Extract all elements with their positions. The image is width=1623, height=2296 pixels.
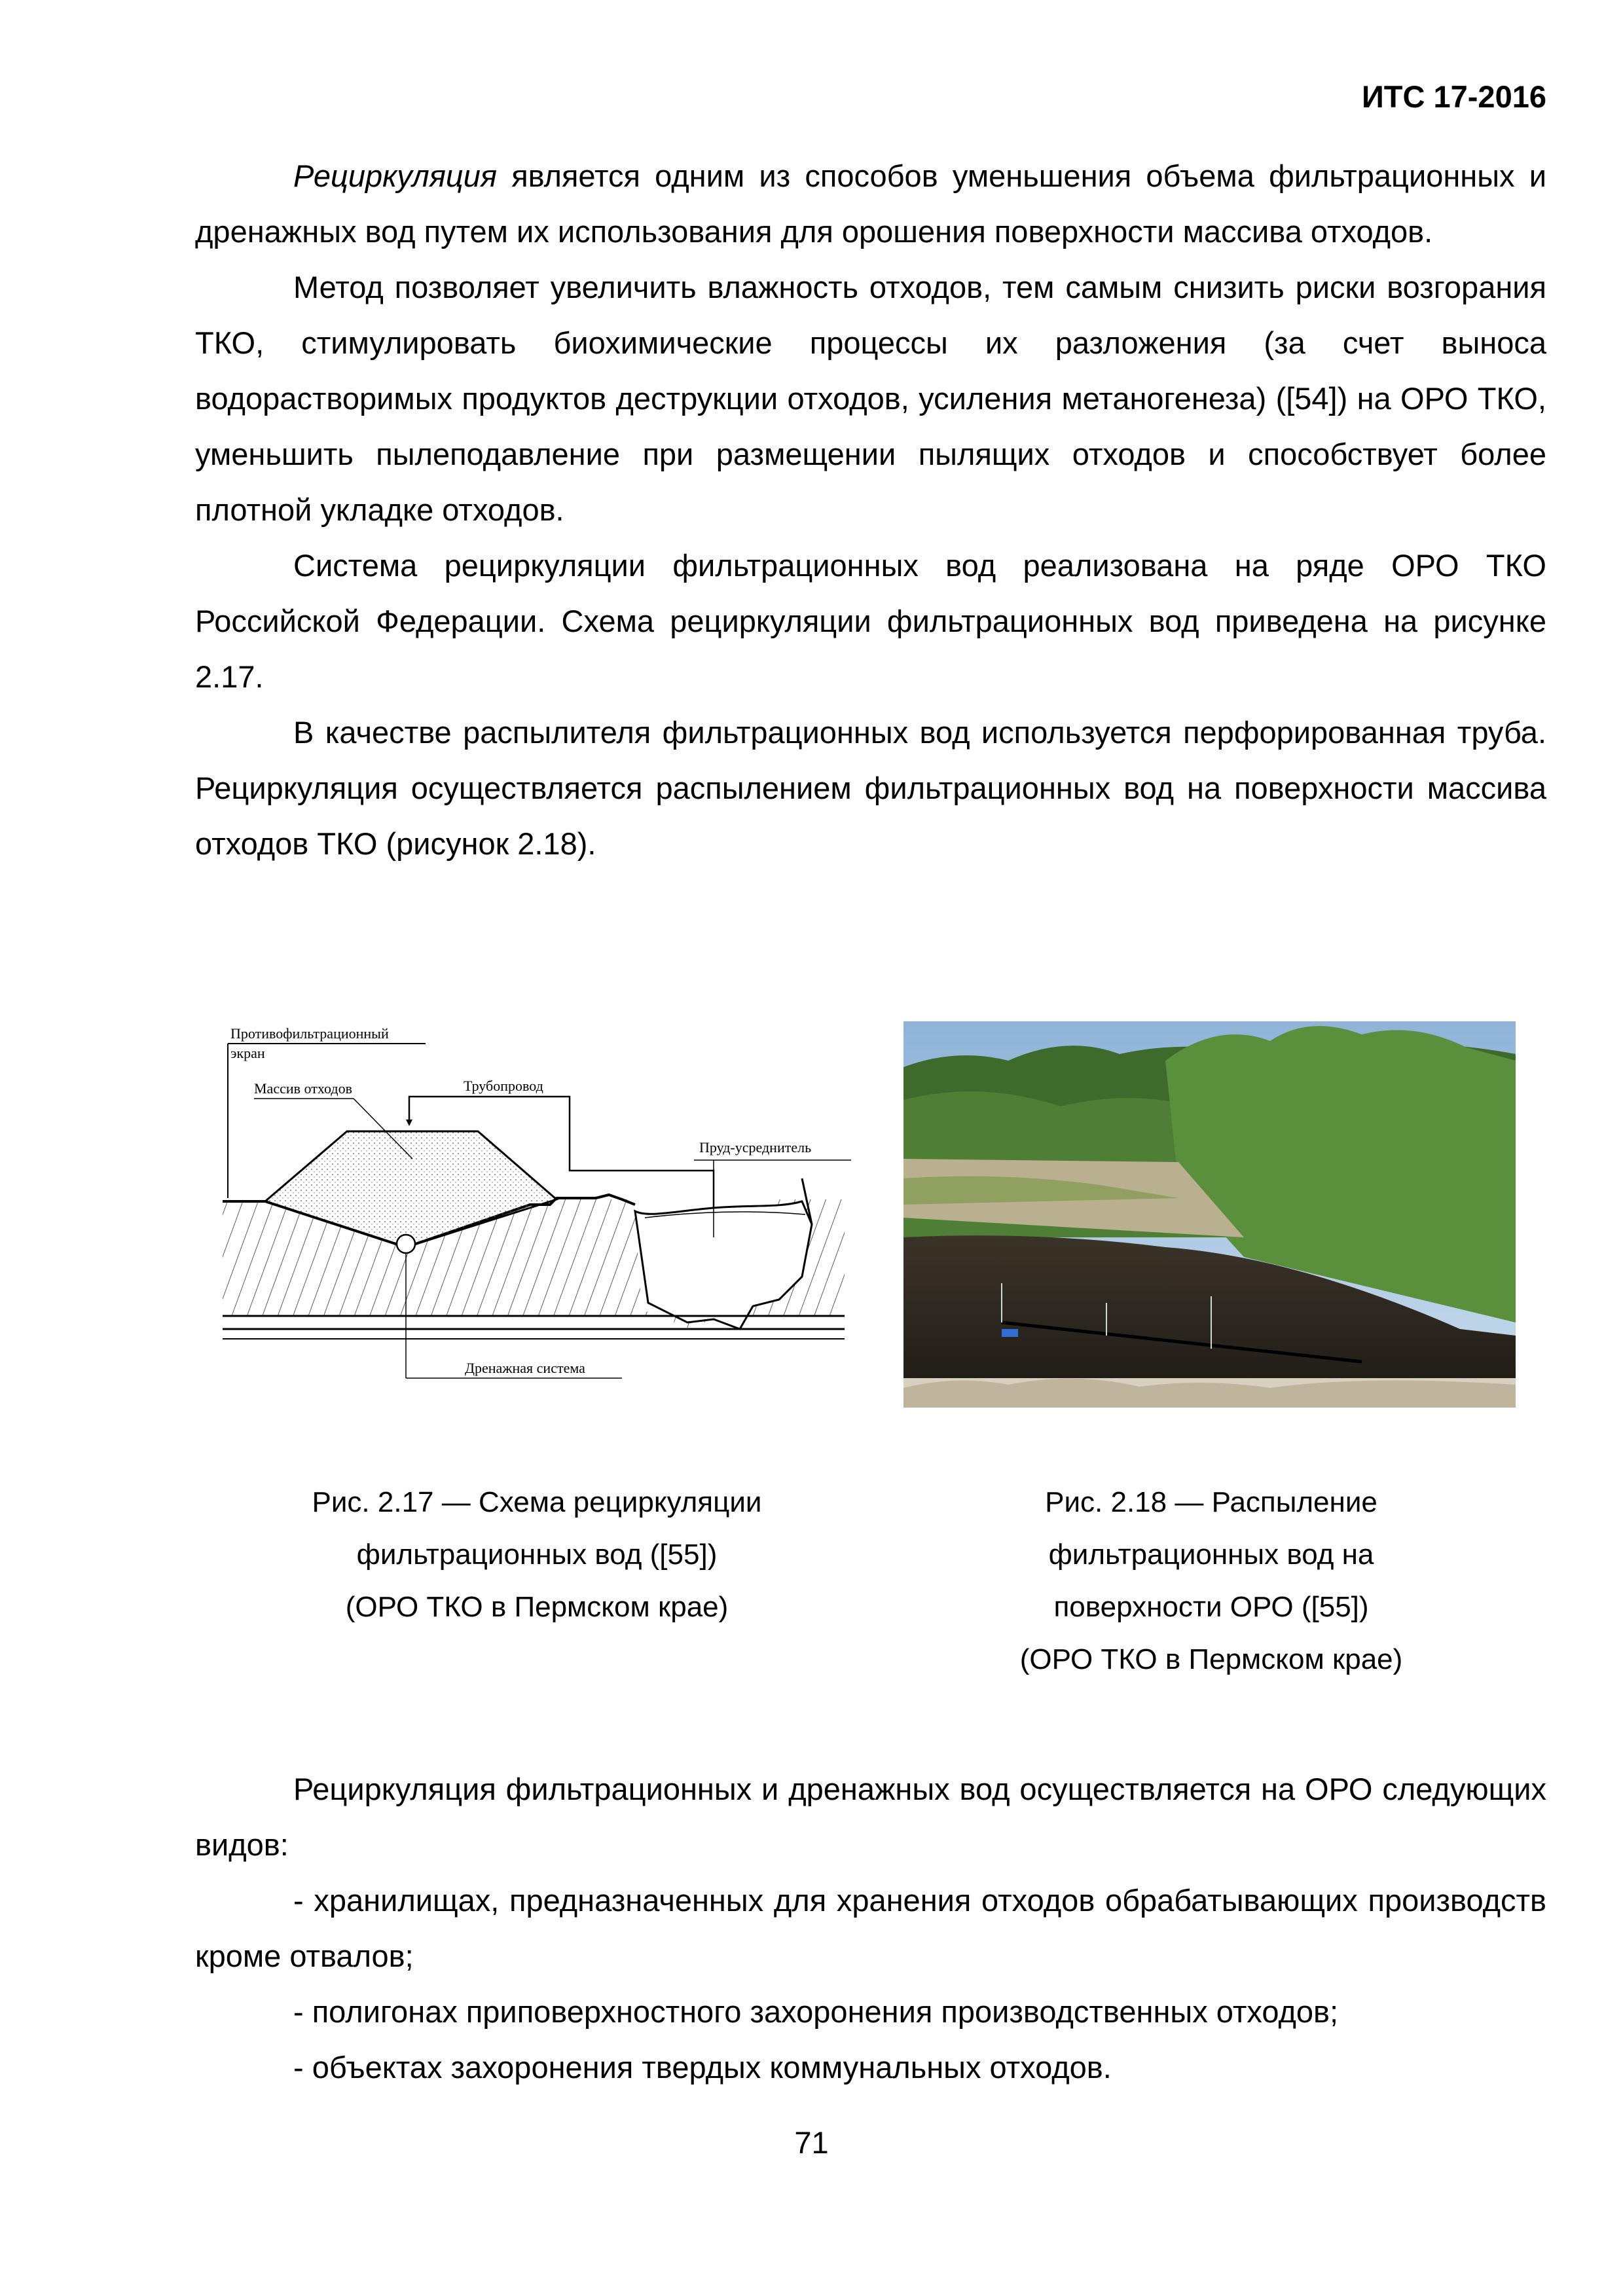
label-drainage: Дренажная система — [465, 1360, 585, 1376]
spraying-photo — [903, 1021, 1516, 1408]
list-item-landfills: - полигонах приповерхностного захоронения производственных отходов; — [293, 1994, 1339, 2029]
main-text-continued — [195, 1761, 1546, 2095]
caption-figure-218: Рис. 2.18 — Распыление фильтрационных вод на поверхности ОРО ([55]) (ОРО ТКО в Пермском крае) — [1019, 1486, 1403, 1675]
paragraph-system: Система рециркуляции фильтрационных вод реализована на ряде ОРО ТКО Российской Федерации. Схема рециркуляции фильтрационных вод приведена на рисунке 2.17. — [195, 548, 1546, 694]
list-item-msw: - объектах захоронения твердых коммунальных отходов. — [293, 2050, 1112, 2085]
italic-term: Рециркуляция — [293, 158, 498, 193]
paragraph-sprayer: В качестве распылителя фильтрационных вод используется перфорированная труба. Рециркуляция осуществляется распылением фильтрационных вод на поверхности массива отходов ТКО (рисунок 2.18). — [195, 715, 1546, 861]
paragraph-recirculation-types: Рециркуляция фильтрационных и дренажных вод осуществляется на ОРО следующих видов: — [195, 1772, 1546, 1862]
label-waste-mass: Массив отходов — [254, 1080, 352, 1097]
drain-pipe — [397, 1235, 415, 1253]
label-screen-line2: экран — [230, 1045, 265, 1061]
caption-figure-217: Рис. 2.17 — Схема рециркуляции фильтрационных вод ([55]) (ОРО ТКО в Пермском крае) — [312, 1486, 762, 1623]
label-pipeline: Трубопровод — [464, 1078, 543, 1094]
label-screen-line1: Противофильтрационный — [230, 1025, 389, 1042]
paragraph-method: Метод позволяет увеличить влажность отходов, тем самым снизить риски возгорания ТКО, стимулировать биохимические процессы их разложения (за счет выноса водорастворимых продуктов деструкции отходов, усиления метаногенеза) ([54]) на ОРО ТКО, уменьшить пылеподавление при размещении пылящих отходов и способствует более плотной укладке отходов. — [195, 270, 1546, 527]
list-item-storage: - хранилищах, предназначенных для хранения отходов обрабатывающих производств кроме отвалов; — [195, 1883, 1546, 1973]
page-number: 71 — [794, 2125, 829, 2160]
label-pond: Пруд-усреднитель — [699, 1139, 812, 1156]
recirculation-diagram — [216, 1021, 858, 1388]
paragraph-recirculation: Рециркуляция является одним из способов уменьшения объема фильтрационных и дренажных вод путем их использования для орошения поверхности массива отходов. — [195, 158, 1546, 249]
main-text — [195, 148, 1546, 871]
document-code: ИТС 17-2016 — [1362, 79, 1546, 114]
